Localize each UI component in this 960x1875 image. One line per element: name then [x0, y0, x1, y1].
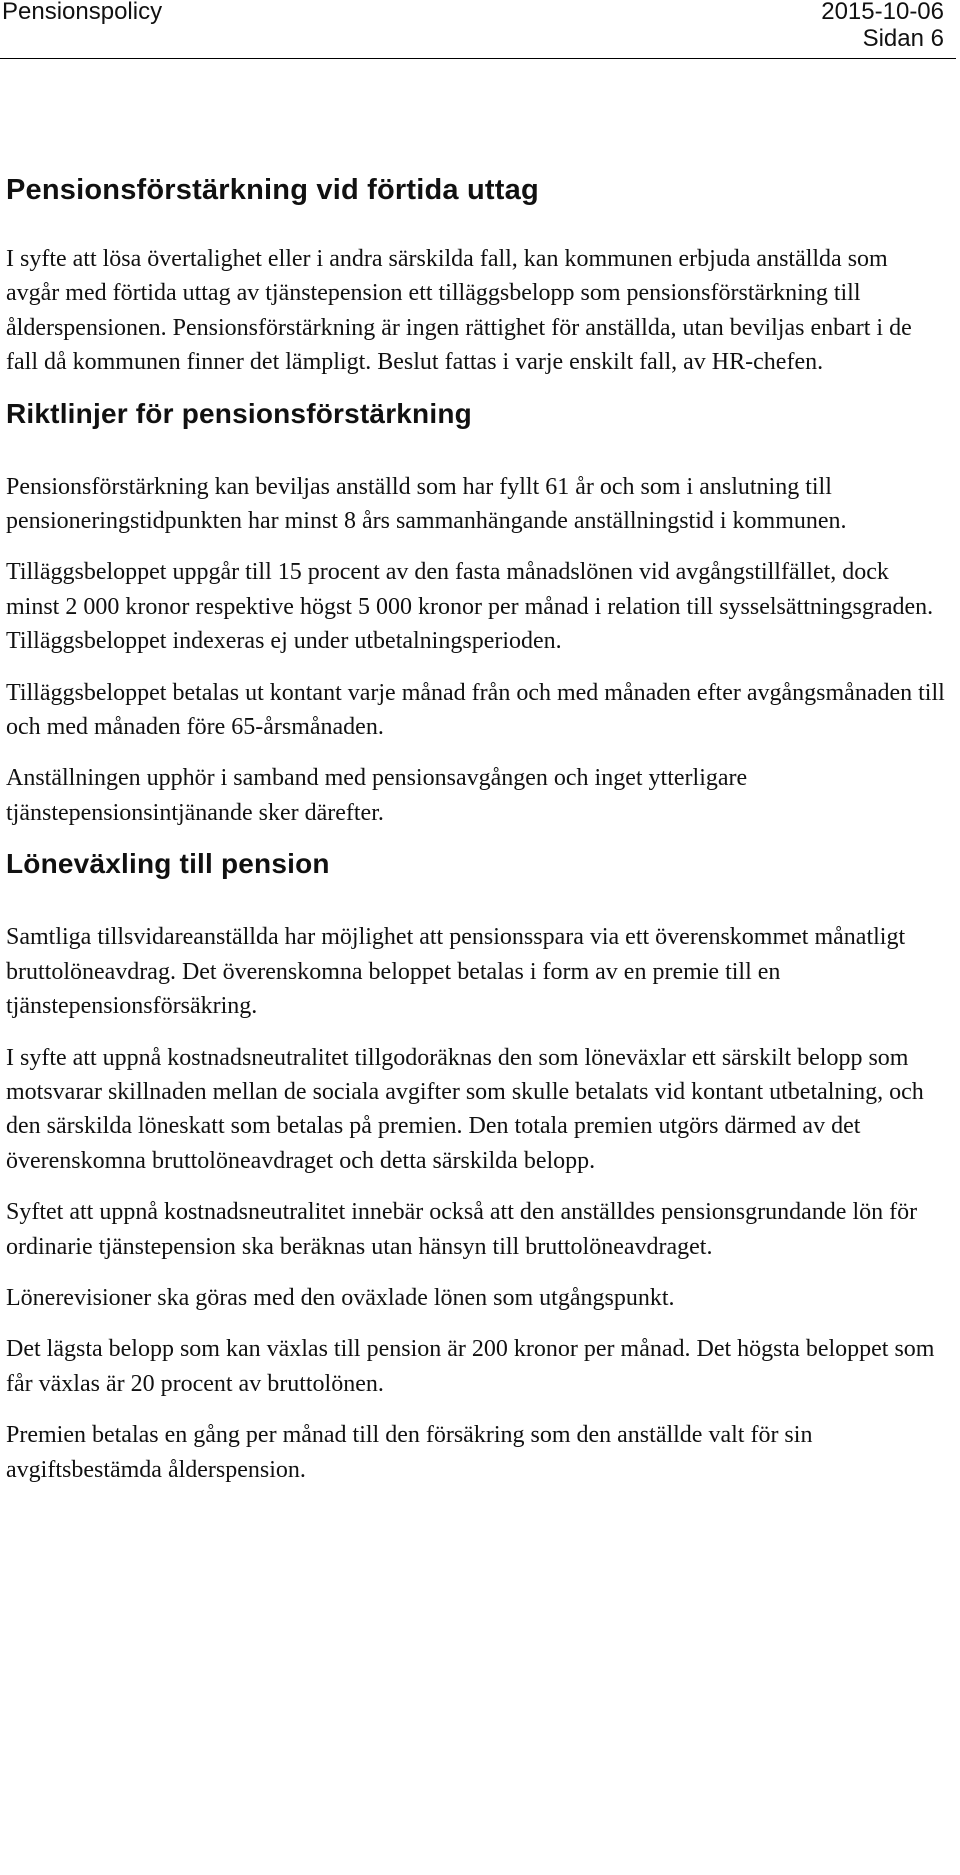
paragraph: Syftet att uppnå kostnadsneutralitet innebär också att den anställdes pensionsgrundande lön för ordinarie tjänstepension ska beräknas utan hänsyn till bruttolöneavdraget.	[6, 1199, 918, 1260]
section-guidelines	[6, 398, 946, 831]
document-title: Pensionspolicy	[2, 0, 163, 25]
paragraph: Tilläggsbeloppet uppgår till 15 procent av den fasta månadslönen vid avgångstillfället, dock minst 2 000 kronor respektive högst 5 000 kronor per månad i relation till sysselsättningsgraden. Tilläggsbeloppet indexeras ej under utbetalningsperioden.	[6, 559, 934, 655]
paragraph: Premien betalas en gång per månad till den försäkring som den anställde valt för sin avgiftsbestämda ålderspension.	[6, 1422, 813, 1483]
paragraph: Tilläggsbeloppet betalas ut kontant varje månad från och med månaden efter avgångsmånaden till och med månaden före 65-årsmånaden.	[6, 679, 945, 741]
paragraph: Lönerevisioner ska göras med den oväxlade lönen som utgångspunkt.	[6, 1284, 675, 1311]
page-number: Sidan 6	[862, 25, 944, 52]
section-heading: Pensionsförstärkning vid förtida uttag	[6, 174, 539, 206]
document-date: 2015-10-06	[821, 0, 944, 25]
section-heading: Löneväxling till pension	[6, 848, 330, 880]
page-header	[0, 0, 956, 59]
paragraph: I syfte att lösa övertalighet eller i andra särskilda fall, kan kommunen erbjuda anställda som avgår med förtida uttag av tjänstepension ett tilläggsbelopp som pensionsförstärkning till ålderspensionen. Pensionsförstärkning är ingen rättighet för anställda, utan beviljas enbart i de fall då kommunen finner det lämpligt. Beslut fattas i varje enskilt fall, av HR-chefen.	[6, 246, 912, 376]
paragraph: Pensionsförstärkning kan beviljas anställd som har fyllt 61 år och som i anslutning till pensioneringstidpunkten har minst 8 års sammanhängande anställningstid i kommunen.	[6, 473, 847, 535]
paragraph: Samtliga tillsvidareanställda har möjlighet att pensionsspara via ett överenskommet månatligt bruttolöneavdrag. Det överenskomna beloppet betalas i form av en premie till en tjänstepensionsförsäkring.	[6, 924, 906, 1020]
section-early-withdrawal	[6, 174, 946, 380]
paragraph: I syfte att uppnå kostnadsneutralitet tillgodoräknas den som löneväxlar ett särskilt belopp som motsvarar skillnaden mellan de sociala avgifter som skulle betalats vid kontant utbetalning, och den särskilda löneskatt som betalas på premien. Den totala premien utgörs därmed av det överenskomna bruttolöneavdraget och detta särskilda belopp.	[6, 1044, 924, 1174]
paragraph: Anställningen upphör i samband med pensionsavgången och inget ytterligare tjänstepensionsintjänande sker därefter.	[6, 765, 748, 826]
document-body	[6, 174, 946, 1504]
section-heading: Riktlinjer för pensionsförstärkning	[6, 397, 472, 429]
section-salary-exchange	[6, 848, 946, 1487]
paragraph: Det lägsta belopp som kan växlas till pension är 200 kronor per månad. Det högsta beloppet som får växlas är 20 procent av bruttolönen.	[6, 1336, 935, 1397]
